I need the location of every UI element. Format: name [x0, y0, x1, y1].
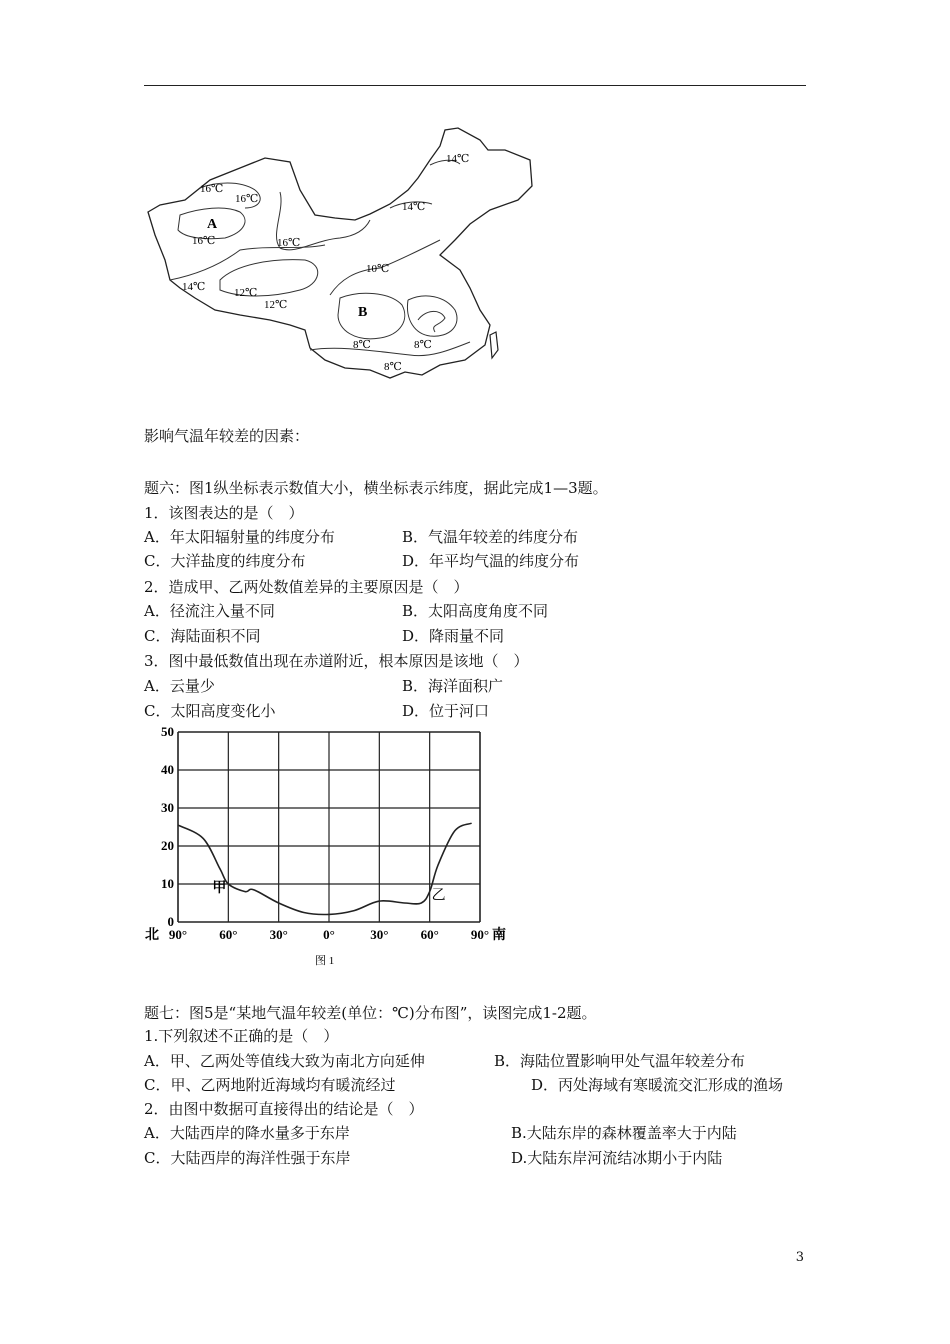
q7-1-option-a: A．甲、乙两处等值线大致为南北方向延伸 — [144, 1052, 425, 1070]
q7-2-option-a: A．大陆西岸的降水量多于东岸 — [144, 1124, 350, 1142]
q7-1-option-c: C．甲、乙两地附近海域均有暖流经过 — [144, 1076, 396, 1094]
chart-y-ticks — [161, 724, 174, 929]
q6-2-option-b: B．太阳高度角度不同 — [402, 602, 549, 620]
map-label-temp: 16℃ — [235, 193, 259, 205]
q6-3-option-a: A．云量少 — [144, 677, 215, 695]
q7-2-option-b: B.大陆东岸的森林覆盖率大于内陆 — [511, 1124, 737, 1142]
map-outline — [148, 128, 532, 378]
isoline-s — [418, 311, 445, 332]
taiwan-outline — [490, 332, 498, 358]
isoline-8-east — [407, 296, 457, 336]
map-label-temp: 14℃ — [446, 153, 470, 165]
map-label-b: B — [358, 305, 368, 320]
q6-3-option-d: D．位于河口 — [402, 702, 490, 720]
x-tick-label: 30° — [370, 927, 389, 942]
q6-title: 题六：图1纵坐标表示数值大小，横坐标表示纬度，据此完成1—3题。 — [144, 479, 608, 497]
map-label-temp: 8℃ — [384, 361, 402, 373]
q6-2-stem: 2．造成甲、乙两处数值差异的主要原因是（ ） — [144, 578, 469, 596]
q6-1-stem: 1．该图表达的是（ ） — [144, 504, 304, 522]
map-label-temp: 12℃ — [234, 287, 258, 299]
y-tick-label: 20 — [161, 838, 174, 853]
q6-1-option-c: C．大洋盐度的纬度分布 — [144, 552, 306, 570]
q6-3-option-c: C．太阳高度变化小 — [144, 702, 276, 720]
map-label-temp: 8℃ — [414, 339, 432, 351]
q6-1-option-d: D．年平均气温的纬度分布 — [402, 552, 580, 570]
isoline-8-south — [310, 342, 470, 356]
isoline-14-west — [170, 245, 325, 280]
header-rule — [144, 85, 806, 86]
chart-x-ticks — [169, 927, 489, 942]
map-label-a: A — [207, 217, 218, 232]
china-temperature-map — [140, 120, 540, 385]
map-label-temp: 16℃ — [277, 237, 301, 249]
q7-2-option-d: D.大陆东岸河流结冰期小于内陆 — [511, 1149, 723, 1167]
map-label-temp: 14℃ — [182, 281, 206, 293]
chart-annotation-yi: 乙 — [431, 888, 446, 904]
map-label-temp: 16℃ — [192, 235, 216, 247]
map-label-temp: 10℃ — [366, 263, 390, 275]
q6-2-option-d: D．降雨量不同 — [402, 627, 505, 645]
map-label-temp: 12℃ — [264, 299, 288, 311]
y-tick-label: 30 — [161, 800, 174, 815]
x-tick-label: 30° — [269, 927, 288, 942]
q6-2-option-c: C．海陆面积不同 — [144, 627, 261, 645]
chart-xlabel-right: 南 — [492, 928, 506, 943]
page-number: 3 — [795, 1250, 804, 1265]
map-label-temp: 14℃ — [402, 201, 426, 213]
chart-xlabel-left: 北 — [145, 928, 159, 943]
chart-annotation-jia: 甲 — [212, 881, 227, 896]
map-label-temp: 8℃ — [353, 339, 371, 351]
chart-series-line — [178, 823, 472, 914]
q7-2-option-c: C．大陆西岸的海洋性强于东岸 — [144, 1149, 351, 1167]
x-tick-label: 90° — [168, 927, 188, 942]
x-tick-label: 60° — [420, 927, 439, 942]
q7-2-stem: 2．由图中数据可直接得出的结论是（ ） — [144, 1100, 424, 1118]
q6-3-stem: 3．图中最低数值出现在赤道附近，根本原因是该地（ ） — [144, 652, 529, 670]
y-tick-label: 0 — [167, 914, 174, 929]
y-tick-label: 10 — [161, 876, 174, 891]
y-tick-label: 40 — [161, 762, 174, 777]
x-tick-label: 90° — [470, 927, 490, 942]
q7-1-stem: 1.下列叙述不正确的是（ ） — [144, 1027, 339, 1045]
factors-line: 影响气温年较差的因素： — [144, 427, 310, 445]
figure-1-chart — [140, 724, 520, 969]
map-label-temp: 16℃ — [200, 183, 224, 195]
q7-1-option-d: D．丙处海域有寒暖流交汇形成的渔场 — [531, 1076, 784, 1094]
q7-title: 题七：图5是“某地气温年较差(单位：℃)分布图”，读图完成1-2题。 — [144, 1004, 597, 1022]
x-tick-label: 0° — [323, 927, 335, 942]
isoline-b — [338, 293, 405, 339]
q6-1-option-a: A．年太阳辐射量的纬度分布 — [144, 528, 335, 546]
q6-3-option-b: B．海洋面积广 — [402, 677, 504, 695]
chart-caption: 图 1 — [315, 955, 335, 967]
q7-1-option-b: B．海陆位置影响甲处气温年较差分布 — [494, 1052, 746, 1070]
y-tick-label: 50 — [161, 724, 174, 739]
q6-1-option-b: B．气温年较差的纬度分布 — [402, 528, 579, 546]
x-tick-label: 60° — [219, 927, 238, 942]
q6-2-option-a: A．径流注入量不同 — [144, 602, 275, 620]
